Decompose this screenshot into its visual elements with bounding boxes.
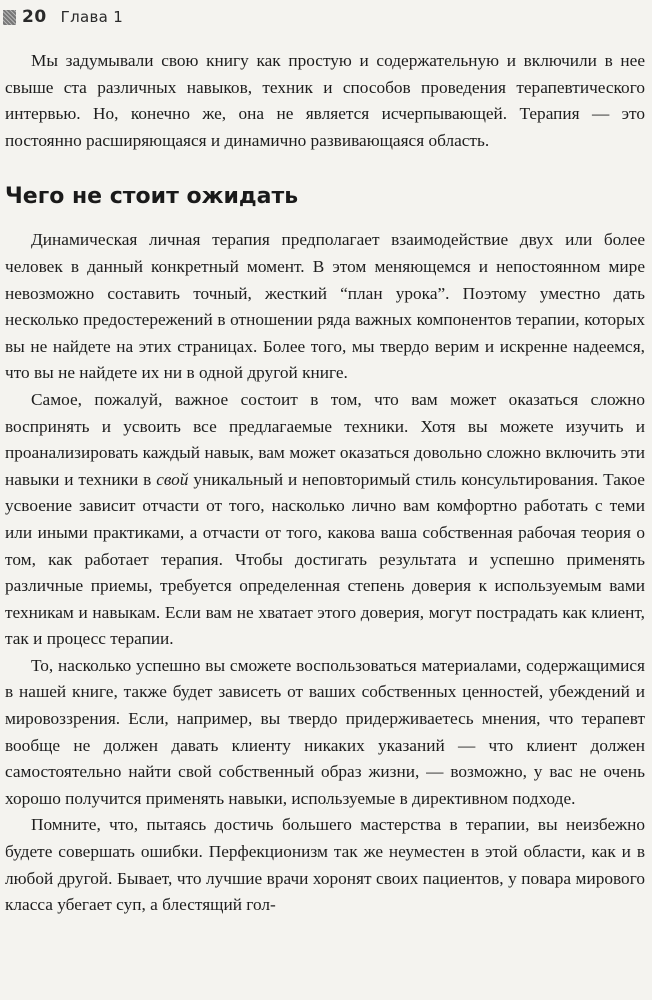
paragraph-1: Динамическая личная терапия предполагает взаимодействие двух или более человек в данный конкретный момент. В этом меняющемся и непостоянном мире невозможно составить точный, жесткий “план урока”. Поэтому уместно дать несколько предостережений в отношении ряда важных компонентов терапии, которых вы не найдете на этих страницах. Более того, мы твердо верим и искренне надеемся, что вы не найдете их ни в одной другой книге. (5, 230, 645, 383)
hatched-square-icon (3, 10, 16, 25)
section-heading: Чего не стоит ожидать (5, 184, 299, 210)
paragraph-2 (5, 387, 645, 653)
page-body (5, 48, 645, 919)
chapter-label: Глава 1 (60, 8, 124, 26)
paragraph-4: Помните, что, пытаясь достичь большего мастерства в терапии, вы неизбежно будете совершать ошибки. Перфекционизм так же неуместен в этой области, как и в любой другой. Бывает, что лучшие врачи хоронят своих пациентов, у повара мирового класса убегает суп, а блестящий гол- (5, 815, 645, 915)
paragraph-2-text-before: Самое, пожалуй, важное состоит в том, что вам может оказаться сложно воспринять и усвоить все предлагаемые техники. Хотя вы можете изучить и проанализировать каждый навык, вам может оказаться довольно сложно включить эти навыки и техники в (5, 389, 645, 489)
emphasis-word: свой (156, 469, 189, 489)
paragraph-3: То, насколько успешно вы сможете воспользоваться материалами, содержащимися в нашей книге, также будет зависеть от ваших собственных ценностей, убеждений и мировоззрения. Если, например, вы твердо придерживаетесь мнения, что терапевт вообще не должен давать клиенту никаких указаний — что клиент должен самостоятельно найти свой собственный образ жизни, — возможно, у вас не очень хорошо получится применять навыки, используемые в директивном подходе. (5, 655, 645, 808)
paragraph-2-text-after: уникальный и неповторимый стиль консультирования. Такое усвоение зависит отчасти от того, насколько лично вам комфортно работать с теми или иными практиками, а отчасти от того, какова ваша собственная рабочая теория о том, как работает терапия. Чтобы достигать результата и успешно применять различные приемы, требуется определенная степень доверия к используемым вами техникам и навыкам. Если вам не хватает этого доверия, могут пострадать как клиент, так и процесс терапии. (5, 469, 645, 649)
page-number: 20 (22, 7, 47, 27)
running-header (0, 0, 652, 34)
intro-paragraph: Мы задумывали свою книгу как простую и содержательную и включили в нее свыше ста различных навыков, техник и способов проведения терапевтического интервью. Но, конечно же, она не является исчерпывающей. Терапия — это постоянно расширяющаяся и динамично развивающаяся область. (5, 51, 645, 150)
